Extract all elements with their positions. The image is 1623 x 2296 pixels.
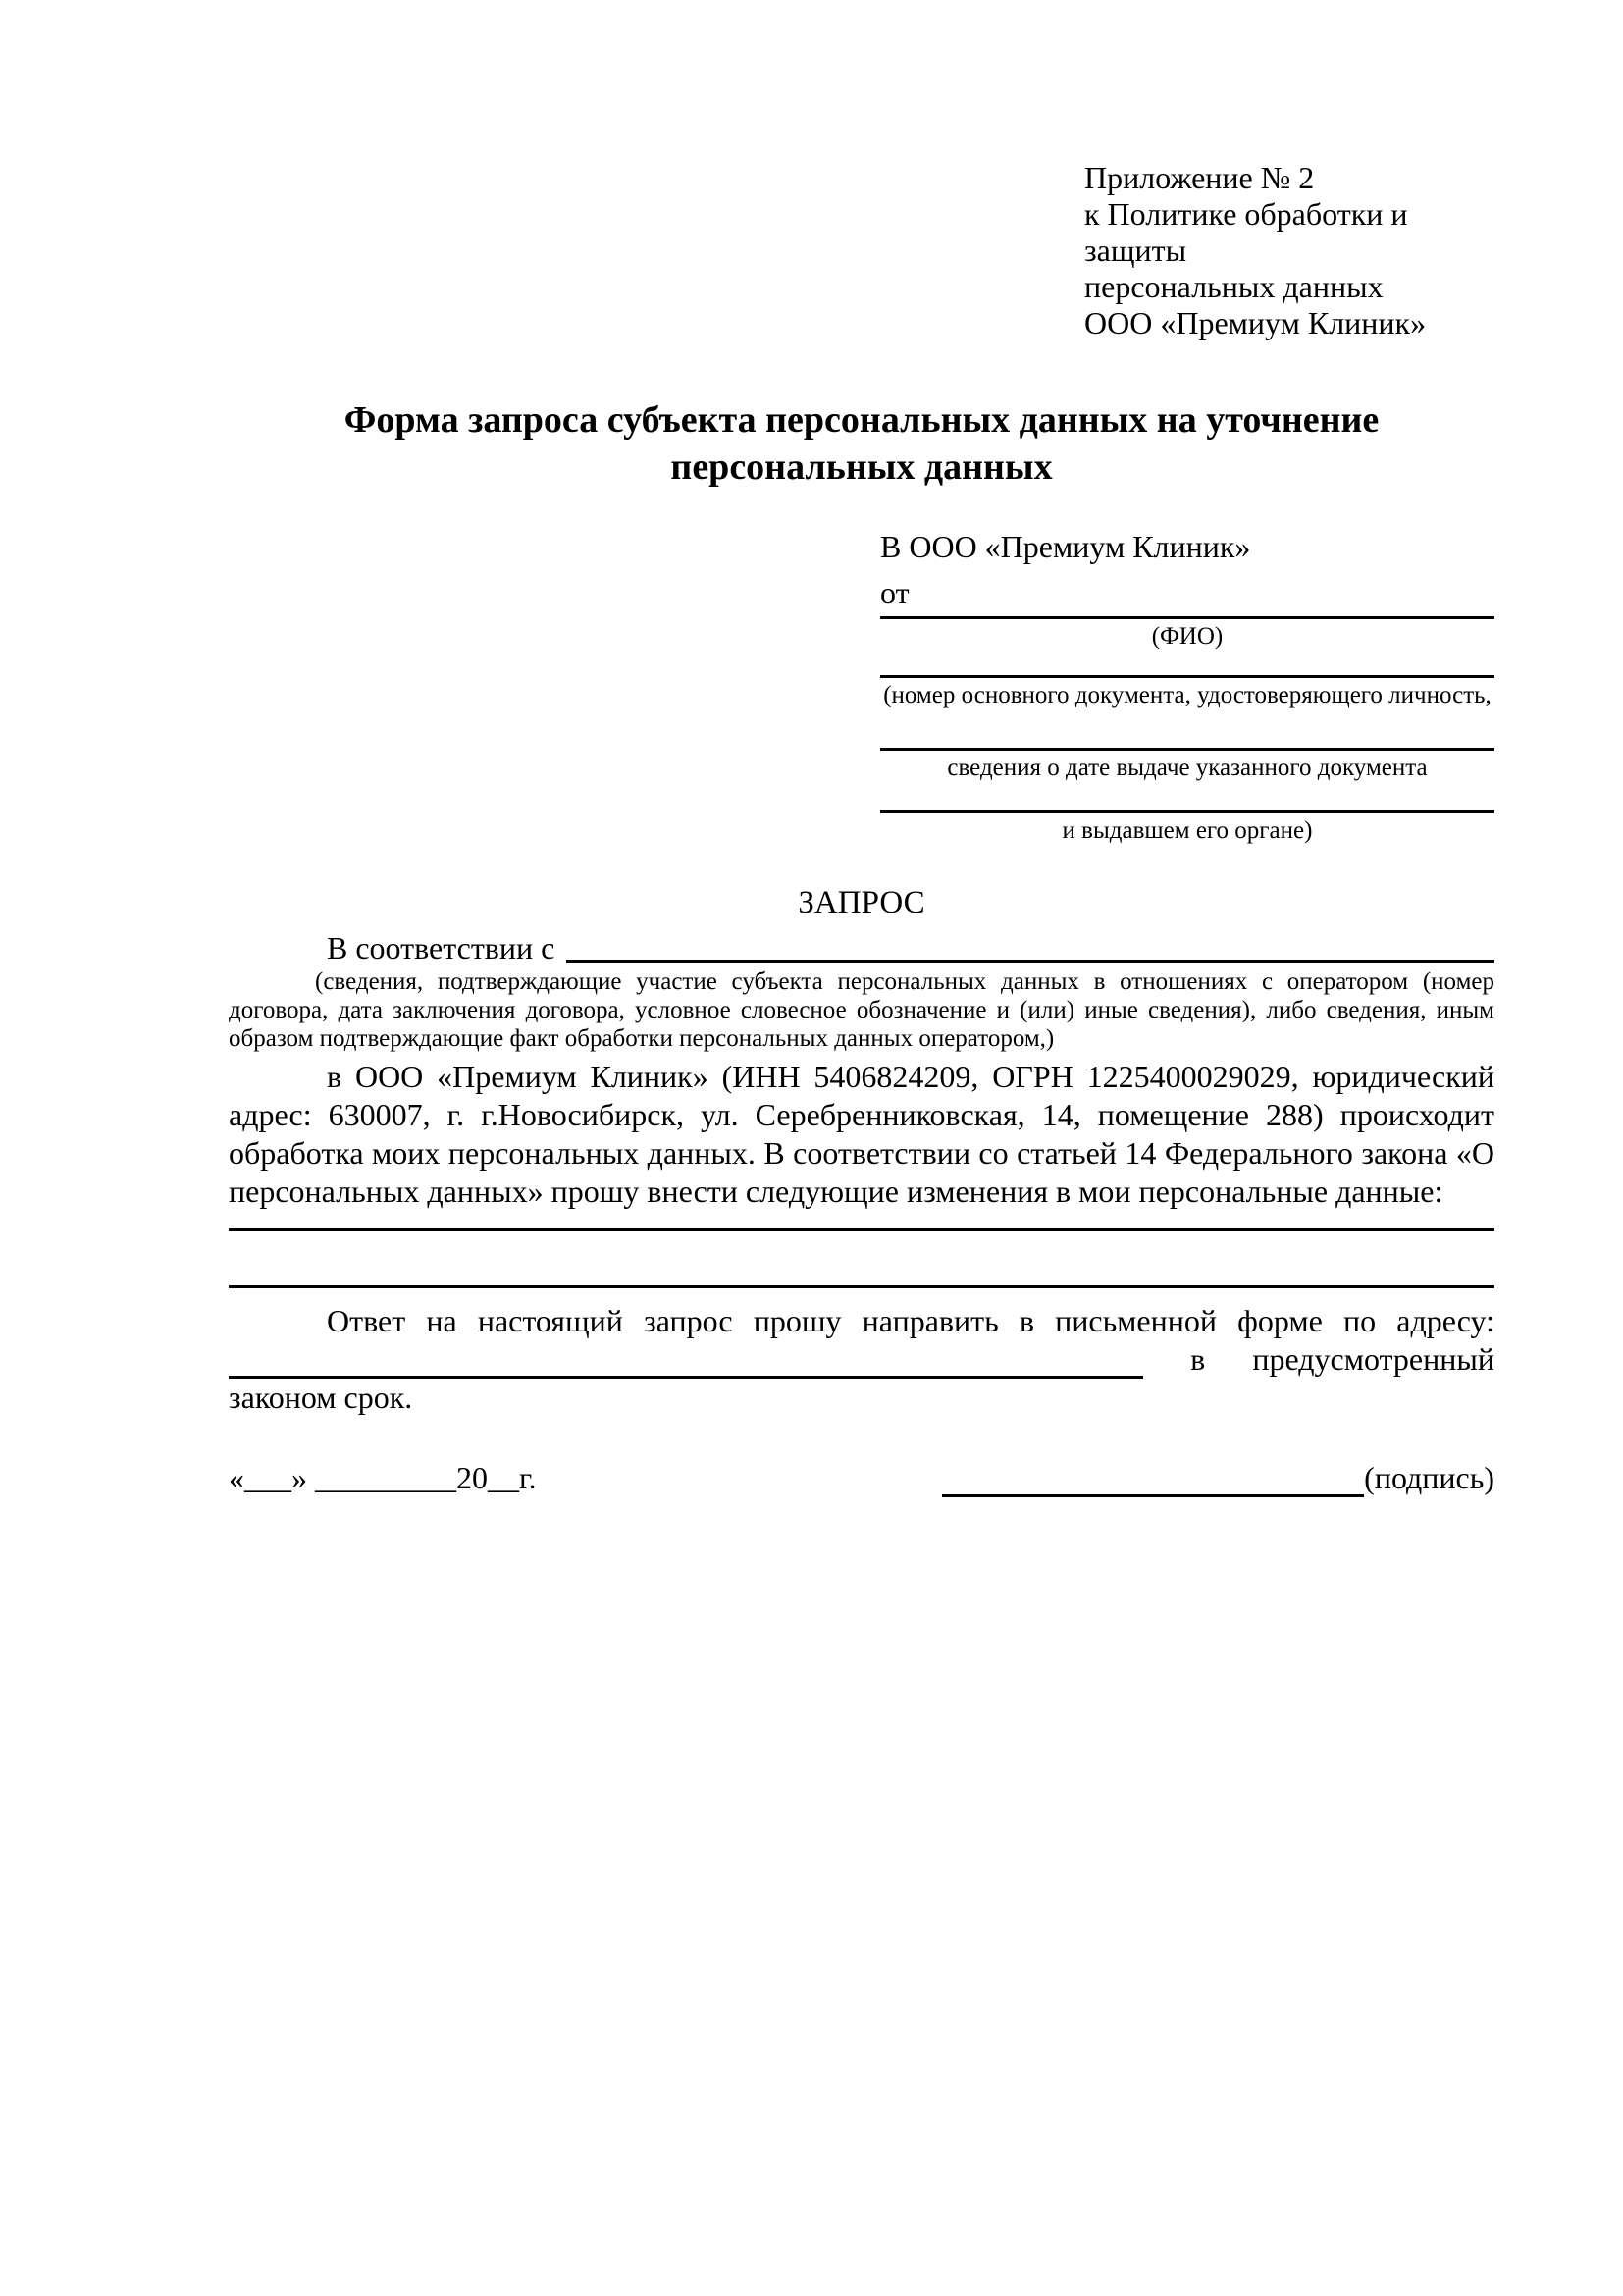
signature-caption: (подпись) [1364, 1460, 1494, 1495]
changes-fill-line-2 [229, 1285, 1494, 1288]
changes-fill-line-1 [229, 1228, 1494, 1231]
signature-fill-line [942, 1462, 1364, 1497]
reply-word-term: предусмотренный [1252, 1341, 1494, 1377]
document-number-field [880, 675, 1494, 708]
reply-tail: законом срок. [229, 1380, 413, 1415]
accordance-row [229, 928, 1494, 967]
reply-lead: Ответ на настоящий запрос прошу направить в письменной форме по адресу: [327, 1303, 1494, 1338]
document-content [0, 160, 1623, 1497]
body-paragraph: в ООО «Премиум Клиник» (ИНН 5406824209, ОГРН 1225400029029, юридический адрес: 630007, г. г.Новосибирск, ул. Серебренниковская, 14, помещение 288) происходит обработка моих персональных данных. В соответствии со статьей 14 Федерального закона «О персональных данных» прошу внести следующие изменения в мои персональные данные: [229, 1059, 1494, 1209]
signature-block [942, 1458, 1494, 1497]
appendix-line: ООО «Премиум Клиник» [1084, 305, 1427, 340]
addressee-block [880, 524, 1494, 616]
reply-word-v: в [1190, 1341, 1206, 1377]
fio-field [880, 616, 1494, 650]
date-signature-row [229, 1458, 1494, 1497]
accordance-lead: В соответствии с [327, 930, 555, 965]
appendix-block [1084, 160, 1494, 341]
appendix-line: Приложение № 2 [1084, 160, 1315, 195]
reply-address-fill-line [229, 1343, 1143, 1379]
identity-fields [880, 616, 1494, 844]
accordance-fill-line [566, 928, 1494, 963]
issue-date-field [880, 748, 1494, 781]
issuing-authority-caption: и выдавшем его органе) [1062, 817, 1313, 844]
reply-address-row [229, 1340, 1494, 1379]
from-label: от [880, 575, 910, 610]
document-number-caption: (номер основного документа, удостоверяющего личность, [883, 682, 1492, 708]
page-title: Форма запроса субъекта персональных данных на уточнение персональных данных [343, 399, 1380, 488]
recipient-line: В ООО «Премиум Клиник» [880, 529, 1251, 564]
issue-date-caption: сведения о дате выдаче указанного документа [947, 755, 1428, 781]
fio-caption: (ФИО) [1151, 623, 1224, 650]
appendix-line: к Политике обработки и защиты [1084, 196, 1408, 268]
date-placeholder: «___» _________20__г. [229, 1460, 537, 1495]
accordance-note: (сведения, подтверждающие участие субъекта персональных данных в отношениях с оператором (номер договора, дата заключения договора, условное словесное обозначение и (или) иные сведения), либо сведения, иным образом подтверждающие факт обработки персональных данных оператором,) [229, 968, 1494, 1052]
request-heading: ЗАПРОС [798, 885, 925, 920]
issuing-authority-field [880, 810, 1494, 844]
appendix-line: персональных данных [1084, 269, 1384, 304]
